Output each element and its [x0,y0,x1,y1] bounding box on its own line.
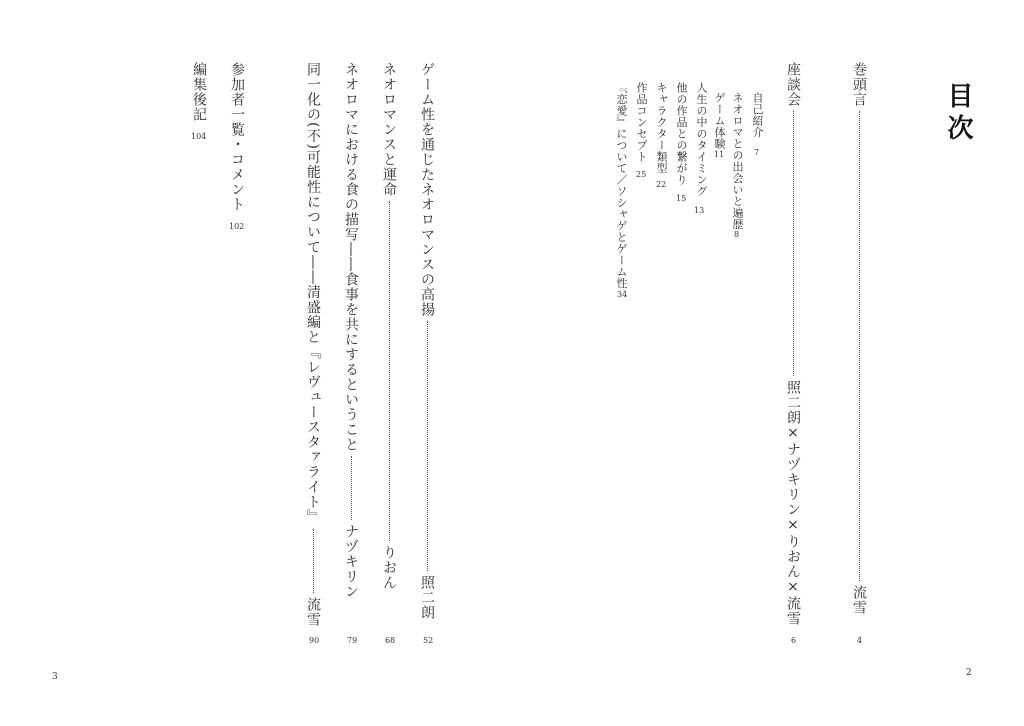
folio-right: 2 [966,668,972,678]
subsection-title: ゲーム体験 [713,92,726,150]
entry-title: 参加者一覧・コメント [229,62,245,212]
entry-title: 巻頭言 [851,62,867,107]
toc-entry-essay[interactable] [344,62,358,632]
subsection-title: 他の作品との繋がり [675,82,688,186]
subsection-title: ネオロマとの出会いと遍歴 [731,92,744,230]
entry-page: 102 [229,222,245,231]
subsection-item[interactable] [714,92,725,150]
subsection-page: 7 [754,148,760,157]
entry-author: ナヅキリン [343,524,359,599]
subsection-item[interactable] [752,92,763,138]
folio-left: 3 [52,672,58,682]
subsection-item[interactable] [616,82,627,289]
subsection-item[interactable] [732,92,743,230]
subsection-item[interactable] [656,82,667,174]
entry-author: 流雪 [851,585,867,615]
entry-page: 104 [191,132,207,141]
entry-title: ネオロマにおける食の描写――食事を共にするということ [343,62,359,452]
subsection-title: 自己紹介 [751,92,764,138]
leader-dots [427,321,428,571]
toc-entry-foreword[interactable] [852,62,866,632]
entry-title: 同一化の(不)可能性について――清盛編と『レヴュースタァライト』 [305,62,321,525]
toc-entry-participants[interactable] [230,62,244,212]
toc-entry-afterword[interactable] [192,62,206,122]
subsection-page: 34 [617,290,628,299]
subsection-item[interactable] [696,82,707,197]
entry-page: 4 [857,636,863,645]
subsection-page: 22 [656,180,667,189]
entry-author: りおん [381,545,397,590]
entry-page: 52 [423,636,434,645]
toc-entry-essay[interactable] [382,62,396,632]
leader-dots [859,111,860,581]
toc-heading: 目次 [943,82,973,146]
subsection-title: 作品コンセプト [635,82,648,163]
entry-title: ゲーム性を通じたネオロマンスの高揚 [419,62,435,317]
subsection-item[interactable] [676,82,687,186]
toc-entry-roundtable[interactable] [786,62,800,632]
toc-entry-essay[interactable] [306,62,320,632]
subsection-page: 13 [694,206,705,215]
entry-page: 68 [385,636,396,645]
toc-entry-essay[interactable] [420,62,434,632]
subsection-item[interactable] [636,82,647,163]
leader-dots [351,456,352,520]
entry-title: ネオロマンスと運命 [381,62,397,197]
entry-title: 編集後記 [191,62,207,122]
entry-page: 79 [347,636,358,645]
entry-author: 照二朗 [419,575,435,620]
subsection-title: 人生の中のタイミング [695,82,708,197]
subsection-page: 11 [714,150,725,159]
leader-dots [793,111,794,376]
entry-author: 流雪 [305,596,321,627]
subsection-page: 15 [676,194,687,203]
entry-page: 90 [309,636,320,645]
leader-dots [389,201,390,541]
entry-author: 照二朗×ナヅキリン×りおん×流雪 [785,380,801,626]
subsection-page: 25 [636,170,647,179]
subsection-title: キャラクター類型 [655,82,668,174]
subsection-page: 8 [734,230,740,239]
entry-page: 6 [791,636,797,645]
entry-title: 座談会 [785,62,801,107]
leader-dots [313,529,314,593]
subsection-title: 『恋愛』について／ソシャゲとゲーム性 [615,82,628,289]
